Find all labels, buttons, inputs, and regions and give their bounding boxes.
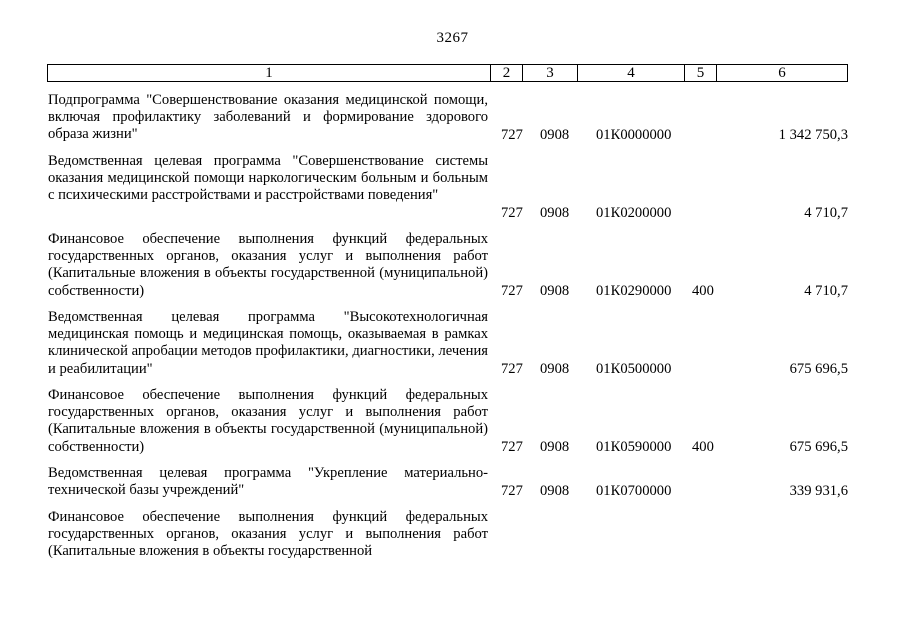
header-col-6: 6 [778, 65, 786, 81]
row-ministry-code: 727 [501, 126, 523, 143]
row-description: Финансовое обеспечение выполнения функций федеральных государственных органов, оказания услуг и выполнения работ (Капитальные вложения в объекты государственной (муниципальной) собственности) [48, 387, 488, 455]
header-col-4: 4 [578, 65, 685, 81]
header-col-3: 3 [523, 65, 578, 81]
row-section-code: 0908 [540, 482, 570, 499]
row-target-code: 01К0200000 [596, 204, 672, 221]
table-row [48, 231, 848, 300]
row-amount: 339 931,6 [789, 482, 848, 499]
row-description: Подпрограмма "Совершенствование оказания медицинской помощи, включая профилактику заболеваний и формирование здорового образа жизни" [48, 92, 488, 143]
row-section-code: 0908 [540, 282, 570, 299]
row-expense-type: 400 [692, 282, 714, 299]
table-row [48, 92, 848, 144]
row-section-code: 0908 [540, 126, 570, 143]
header-col-5: 5 [685, 65, 717, 81]
row-amount: 4 710,7 [804, 204, 848, 221]
row-amount: 1 342 750,3 [778, 126, 848, 143]
header-col-1: 1 [48, 65, 491, 81]
row-description: Финансовое обеспечение выполнения функций федеральных государственных органов, оказания услуг и выполнения работ (Капитальные вложения в объекты государственной [48, 509, 488, 560]
row-ministry-code: 727 [501, 482, 523, 499]
row-target-code: 01К0500000 [596, 360, 672, 377]
row-target-code: 01К0590000 [596, 438, 672, 455]
header-col-2: 2 [491, 65, 523, 81]
table-row [48, 465, 848, 500]
row-section-code: 0908 [540, 438, 570, 455]
row-section-code: 0908 [540, 360, 570, 377]
row-description: Ведомственная целевая программа "Совершенствование системы оказания медицинской помощи наркологическим больным и больным с психическими расстройствами и расстройствами поведения" [48, 153, 488, 204]
row-target-code: 01К0290000 [596, 282, 672, 299]
row-ministry-code: 727 [501, 282, 523, 299]
table-row [48, 309, 848, 378]
row-ministry-code: 727 [501, 438, 523, 455]
row-target-code: 01К0000000 [596, 126, 672, 143]
row-description: Ведомственная целевая программа "Укрепление материально-технической базы учреждений" [48, 465, 488, 499]
row-amount: 4 710,7 [804, 282, 848, 299]
row-description: Ведомственная целевая программа "Высокотехнологичная медицинская помощь и медицинская помощь, оказываемая в рамках клинической апробации методов профилактики, диагностики, лечения и реабилитации" [48, 309, 488, 377]
row-amount: 675 696,5 [789, 438, 848, 455]
row-expense-type: 400 [692, 438, 714, 455]
page-number: 3267 [436, 30, 469, 46]
row-ministry-code: 727 [501, 360, 523, 377]
row-target-code: 01К0700000 [596, 482, 672, 499]
row-amount: 675 696,5 [789, 360, 848, 377]
table-row [48, 153, 848, 222]
row-description: Финансовое обеспечение выполнения функций федеральных государственных органов, оказания услуг и выполнения работ (Капитальные вложения в объекты государственной (муниципальной) собственности) [48, 231, 488, 299]
table-row [48, 509, 848, 561]
table-header [47, 64, 848, 82]
row-section-code: 0908 [540, 204, 570, 221]
table-row [48, 387, 848, 456]
row-ministry-code: 727 [501, 204, 523, 221]
